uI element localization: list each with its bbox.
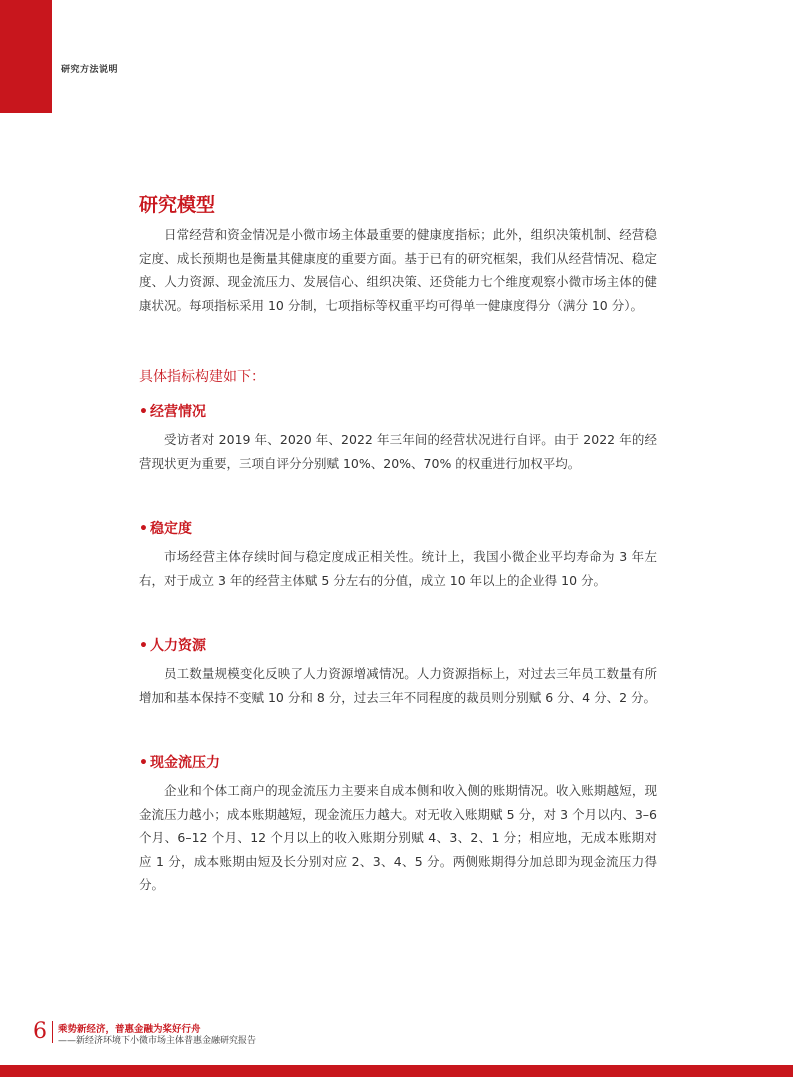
page-number: 6 xyxy=(33,1019,47,1044)
item-heading-label: 人力资源 xyxy=(149,638,206,654)
header-red-block xyxy=(0,0,52,113)
item-text: 市场经营主体存续时间与稳定度成正相关性。统计上，我国小微企业平均寿命为 3 年左右，对于成立 3 年的经营主体赋 5 分左右的分值，成立 10 年以上的企业得 10 分。 xyxy=(139,549,657,588)
item-heading xyxy=(139,402,657,422)
bottom-red-bar xyxy=(0,1065,793,1077)
item-text: 受访者对 2019 年、2020 年、2022 年三年间的经营状况进行自评。由于 2022 年的经营现状更为重要，三项自评分分别赋 10%、20%、70% 的权重进行加权平均。 xyxy=(139,432,657,471)
item-heading xyxy=(139,636,657,656)
item-text: 企业和个体工商户的现金流压力主要来自成本侧和收入侧的账期情况。收入账期越短，现金流压力越小；成本账期越短，现金流压力越大。对无收入账期赋 5 分，对 3 个月以内、3–6 个月、6–12 个月、12 个月以上的收入账期分别赋 4、3、2、1 分；相应地，无成本账期对应 1 分，成本账期由短及长分别对应 2、3、4、5 分。两侧账期得分加总即为现金流压力得分。 xyxy=(139,783,657,892)
footer-divider xyxy=(52,1021,53,1043)
item-heading-label: 经营情况 xyxy=(149,404,206,420)
indicator-item-human-resources xyxy=(139,636,657,709)
footer-report-subtitle: ——新经济环境下小微市场主体普惠金融研究报告 xyxy=(58,1036,257,1046)
sub-intro: 具体指标构建如下： xyxy=(139,369,265,385)
intro-paragraph: 日常经营和资金情况是小微市场主体最重要的健康度指标；此外，组织决策机制、经营稳定度、成长预期也是衡量其健康度的重要方面。基于已有的研究框架，我们从经营情况、稳定度、人力资源、现金流压力、发展信心、组织决策、还贷能力七个维度观察小微市场主体的健康状况。每项指标采用 10 分制，七项指标等权重平均可得单一健康度得分（满分 10 分）。 xyxy=(139,227,657,313)
item-heading-label: 现金流压力 xyxy=(149,755,220,771)
bullet-icon: • xyxy=(139,404,148,420)
item-heading xyxy=(139,519,657,539)
page-title: 研究模型 xyxy=(139,194,216,216)
indicator-item-operations xyxy=(139,402,657,475)
item-heading-label: 稳定度 xyxy=(149,521,192,537)
bullet-icon: • xyxy=(139,755,148,771)
main-content xyxy=(139,192,657,897)
bullet-icon: • xyxy=(139,521,148,537)
item-text: 员工数量规模变化反映了人力资源增减情况。人力资源指标上，对过去三年员工数量有所增加和基本保持不变赋 10 分和 8 分，过去三年不同程度的裁员则分别赋 6 分、4 分、2 分。 xyxy=(139,666,657,705)
footer-report-title: 乘势新经济，普惠金融为桨好行舟 xyxy=(58,1024,201,1035)
indicator-item-cashflow xyxy=(139,753,657,897)
section-tag: 研究方法说明 xyxy=(61,65,119,75)
bullet-icon: • xyxy=(139,638,148,654)
item-heading xyxy=(139,753,657,773)
indicator-item-stability xyxy=(139,519,657,592)
